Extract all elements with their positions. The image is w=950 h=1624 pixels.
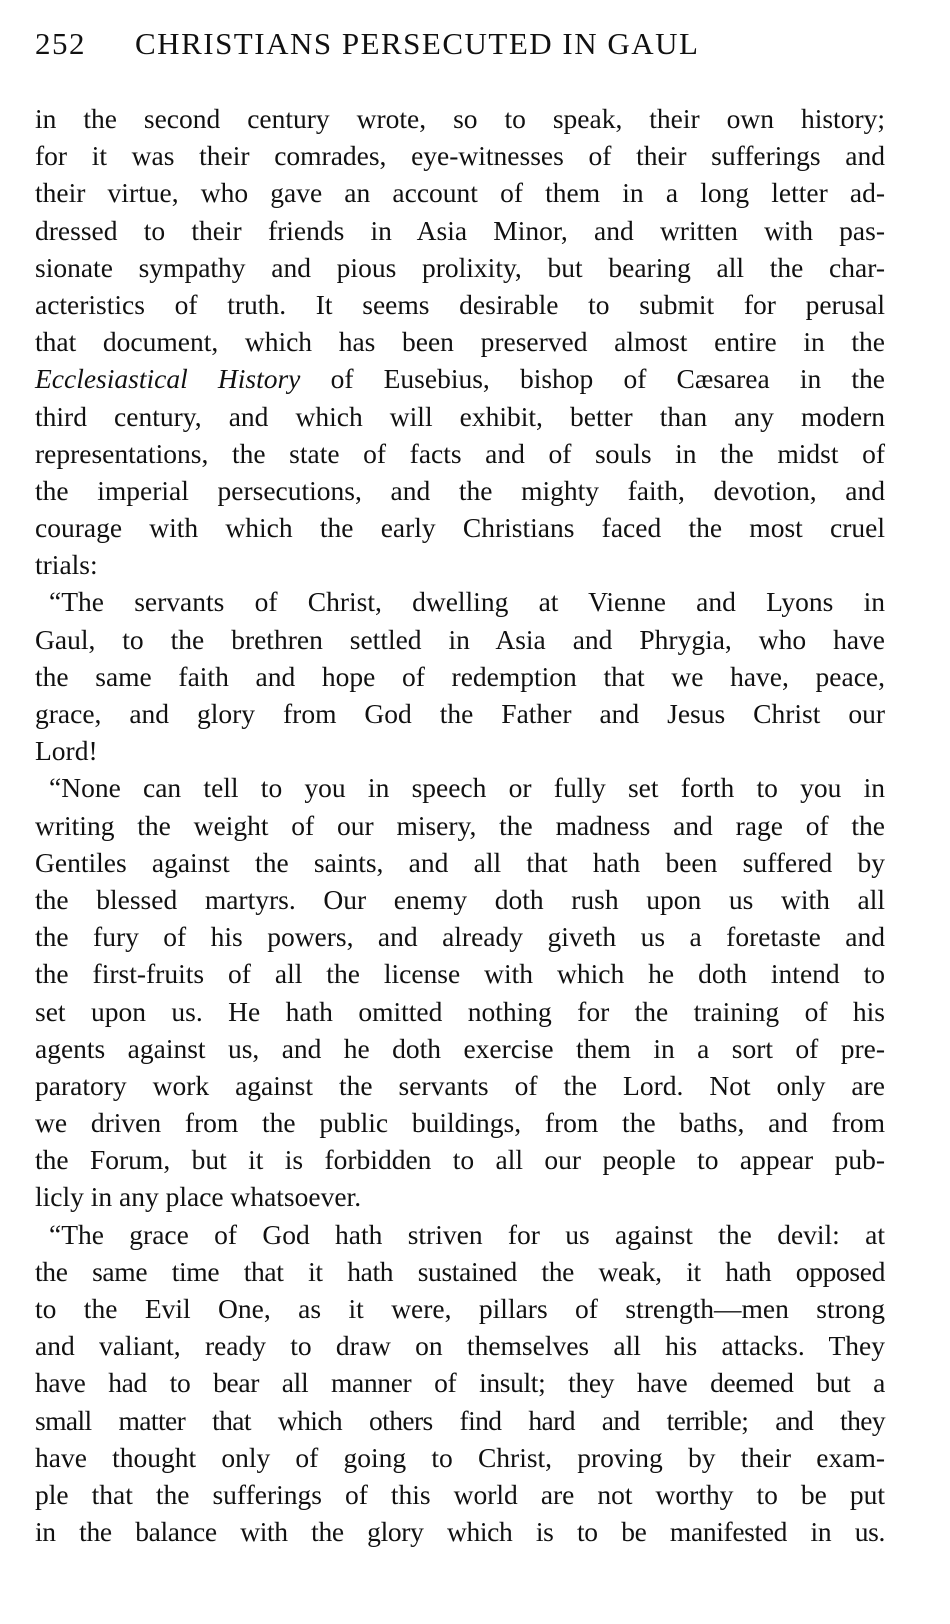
paragraph-end-line: licly in any place whatsoever. bbox=[35, 1181, 362, 1213]
page-number: 252 bbox=[35, 26, 86, 61]
chapter-running-title: CHRISTIANS PERSECUTED IN GAUL bbox=[135, 26, 700, 61]
running-head bbox=[35, 26, 885, 82]
paragraph-start-line: “None can tell to you in speech or fully set forth to you in bbox=[49, 772, 885, 804]
text-line: dressed to their friends in Asia Minor, and written with pas- bbox=[35, 214, 885, 246]
text-line: grace, and glory from God the Father and Jesus Christ our bbox=[35, 698, 885, 729]
text-line: the blessed martyrs. Our enemy doth rush upon us with all bbox=[35, 883, 885, 915]
text-line: for it was their comrades, eye-witnesses of their sufferings and bbox=[35, 140, 885, 172]
text-line: in the balance with the glory which is to be manifested in us. bbox=[35, 1516, 885, 1548]
text-line-with-italic bbox=[35, 360, 885, 397]
text-line: representations, the state of facts and of souls in the midst of bbox=[35, 437, 885, 469]
text-line: their virtue, who gave an account of them in a long letter ad- bbox=[35, 177, 885, 209]
text-line: that document, which has been preserved almost entire in the bbox=[35, 326, 885, 358]
body-text bbox=[35, 100, 885, 1550]
text-line: ple that the sufferings of this world are not worthy to be put bbox=[35, 1478, 885, 1510]
text-line: paratory work against the servants of the Lord. Not only are bbox=[35, 1069, 885, 1101]
text-line: courage with which the early Christians faced the most cruel bbox=[35, 512, 885, 544]
text-line: have had to bear all manner of insult; they have deemed but a bbox=[35, 1367, 885, 1399]
text-line: in the second century wrote, so to speak, their own history; bbox=[35, 103, 885, 134]
text-line: the same faith and hope of redemption that we have, peace, bbox=[35, 660, 885, 692]
book-title-italic: Ecclesiastical History bbox=[35, 363, 301, 395]
text-line: third century, and which will exhibit, better than any modern bbox=[35, 400, 885, 432]
text-line: and valiant, ready to draw on themselves all his attacks. They bbox=[35, 1330, 885, 1362]
text-line: Gaul, to the brethren settled in Asia and Phrygia, who have bbox=[35, 623, 885, 655]
text-line: the first-fruits of all the license with which he doth intend to bbox=[35, 958, 885, 990]
text-line: have thought only of going to Christ, proving by their exam- bbox=[35, 1441, 885, 1473]
paragraph-end-line: Lord! bbox=[35, 735, 98, 767]
text-line: the imperial persecutions, and the mighty faith, devotion, and bbox=[35, 474, 885, 506]
text-line: the Forum, but it is forbidden to all our people to appear pub- bbox=[35, 1144, 885, 1176]
paragraph-end-line: trials: bbox=[35, 549, 98, 581]
text-line: to the Evil One, as it were, pillars of strength—men strong bbox=[35, 1293, 885, 1324]
text-fragment: of Eusebius, bishop of Cæsarea in the bbox=[330, 363, 886, 395]
text-line: set upon us. He hath omitted nothing for the training of his bbox=[35, 995, 885, 1027]
text-line: agents against us, and he doth exercise them in a sort of pre- bbox=[35, 1032, 885, 1064]
paragraph-start-line: “The servants of Christ, dwelling at Vienne and Lyons in bbox=[49, 586, 885, 618]
text-line: acteristics of truth. It seems desirable to submit for perusal bbox=[35, 288, 885, 320]
text-line: small matter that which others find hard and terrible; and they bbox=[35, 1404, 885, 1436]
book-page bbox=[35, 26, 885, 1550]
text-line: the same time that it hath sustained the weak, it hath opposed bbox=[35, 1255, 885, 1287]
text-line: sionate sympathy and pious prolixity, but bearing all the char- bbox=[35, 251, 885, 283]
paragraph-start-line: “The grace of God hath striven for us against the devil: at bbox=[49, 1218, 885, 1250]
text-line: writing the weight of our misery, the madness and rage of the bbox=[35, 809, 885, 841]
text-line: the fury of his powers, and already giveth us a foretaste and bbox=[35, 921, 885, 953]
text-line: we driven from the public buildings, from the baths, and from bbox=[35, 1107, 885, 1139]
text-line: Gentiles against the saints, and all that hath been suffered by bbox=[35, 846, 885, 878]
